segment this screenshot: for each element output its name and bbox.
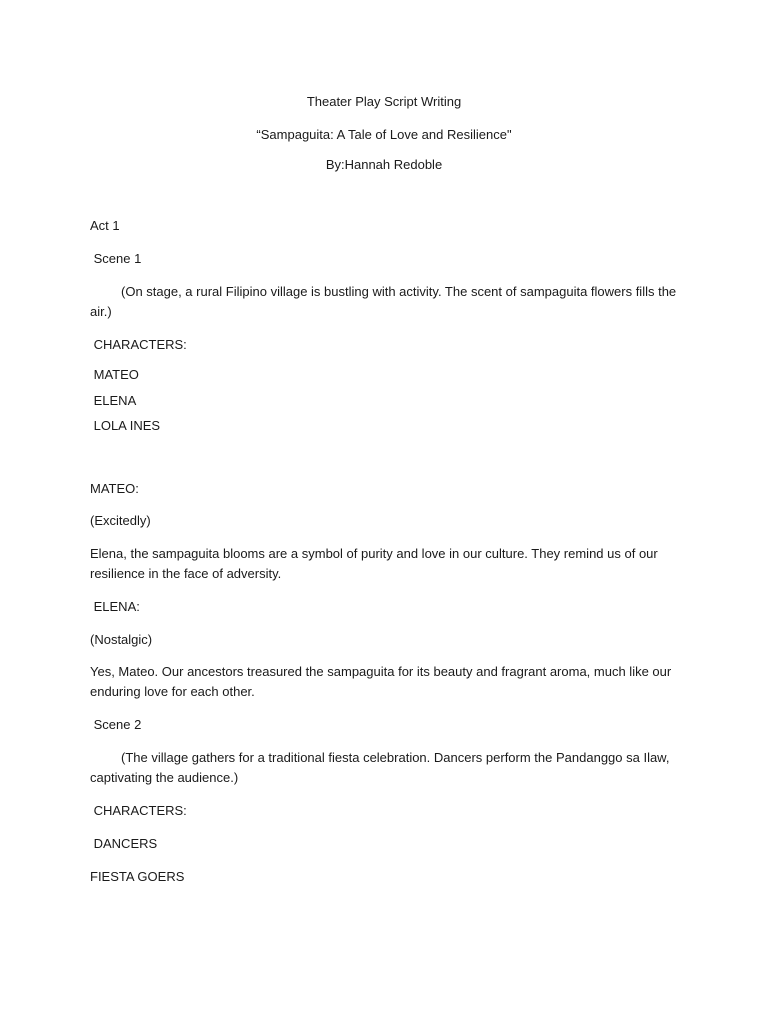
character-lola-ines: LOLA INES <box>90 418 161 433</box>
direction-excitedly: (Excitedly) <box>90 513 151 528</box>
scene-2-stage-direction: (The village gathers for a traditional fiesta celebration. Dancers perform the Pandanggo sa Ilaw, captivating the audience.) <box>90 750 670 785</box>
scene-1-characters-heading: CHARACTERS: <box>90 337 187 352</box>
character-fiesta-goers: FIESTA GOERS <box>90 869 185 884</box>
document-title: Theater Play Script Writing <box>306 94 462 109</box>
character-elena: ELENA <box>90 393 137 408</box>
author-line: By:Hannah Redoble <box>325 157 443 172</box>
play-title: “Sampaguita: A Tale of Love and Resilience" <box>256 127 512 142</box>
scene-1-stage-direction: (On stage, a rural Filipino village is bustling with activity. The scent of sampaguita flowers fills the air.) <box>90 284 677 319</box>
dialogue-elena: Yes, Mateo. Our ancestors treasured the sampaguita for its beauty and fragrant aroma, much like our enduring love for each other. <box>90 664 672 699</box>
direction-nostalgic: (Nostalgic) <box>90 632 153 647</box>
scene-2-characters-heading: CHARACTERS: <box>90 803 187 818</box>
speaker-elena: ELENA: <box>90 599 140 614</box>
character-dancers: DANCERS <box>90 836 158 851</box>
dialogue-mateo: Elena, the sampaguita blooms are a symbol of purity and love in our culture. They remind us of our resilience in the face of adversity. <box>90 546 658 581</box>
scene-2-heading: Scene 2 <box>90 717 142 732</box>
character-mateo: MATEO <box>90 367 139 382</box>
act-heading: Act 1 <box>90 218 120 233</box>
speaker-mateo: MATEO: <box>90 481 139 496</box>
scene-1-heading: Scene 1 <box>90 251 142 266</box>
